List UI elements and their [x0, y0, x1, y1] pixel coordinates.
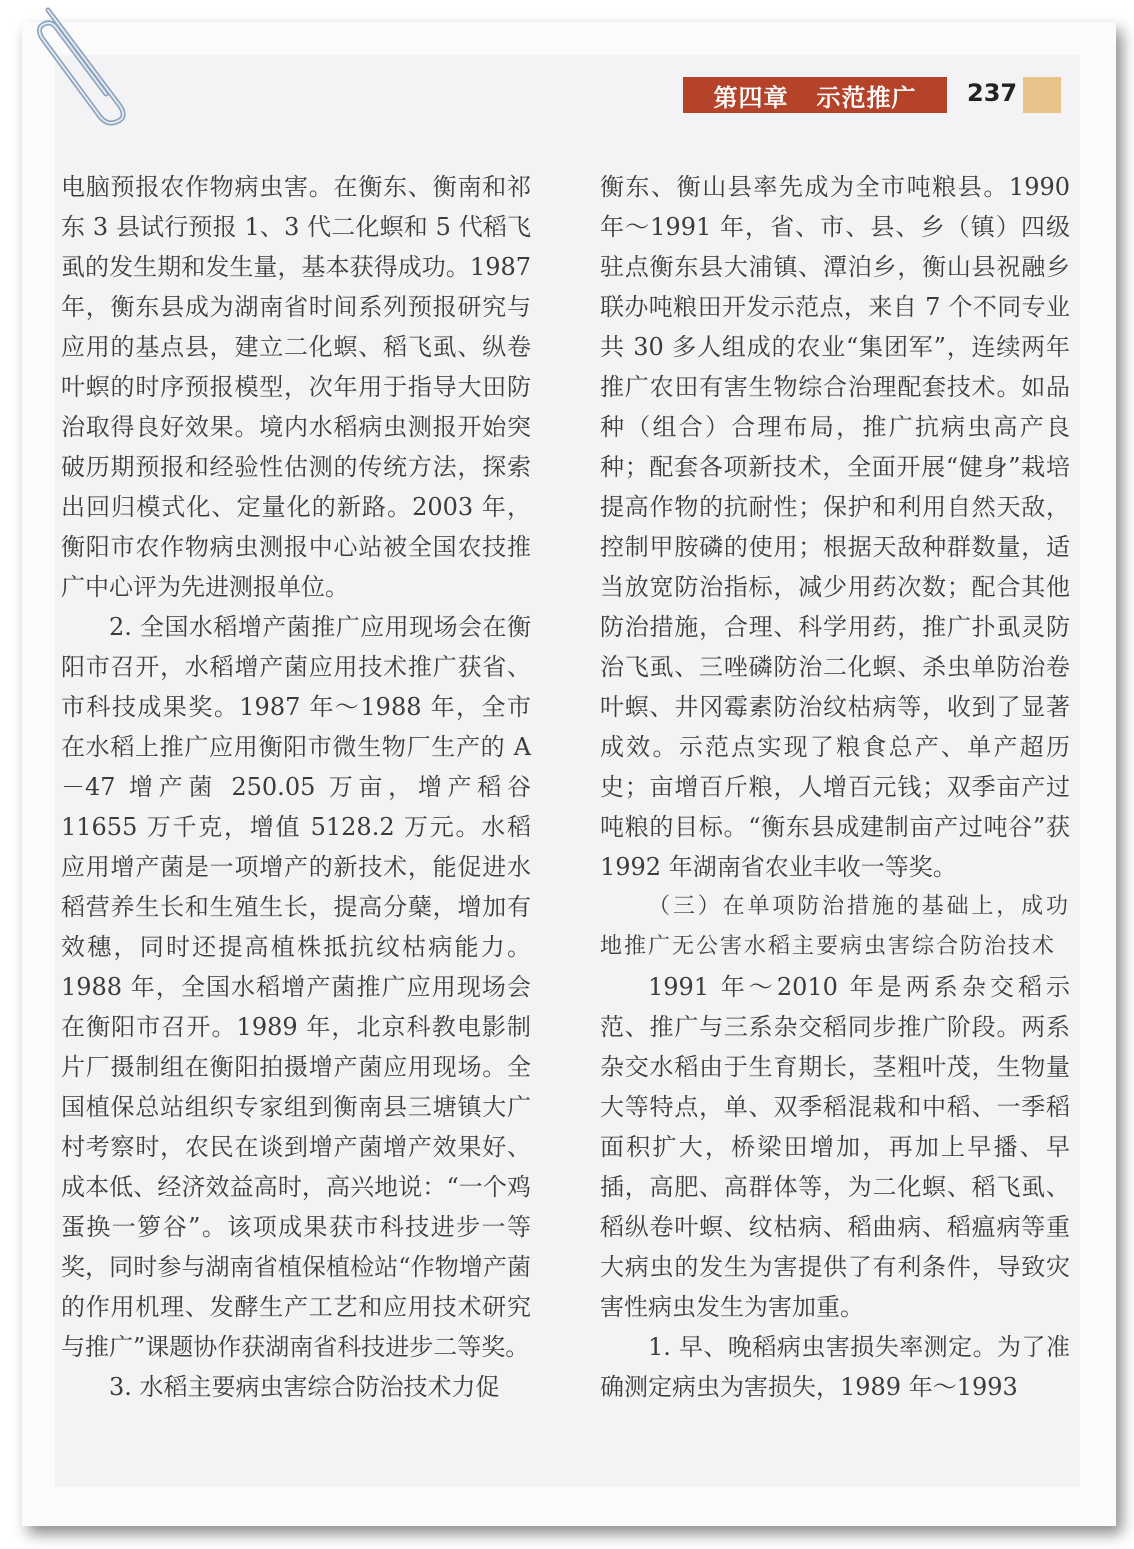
right-column [600, 167, 1070, 1407]
left-paragraph-2: 2. 全国水稻增产菌推广应用现场会在衡阳市召开，水稻增产菌应用技术推广获省、市科技成果奖。1987 年～1988 年，全市在水稻上推广应用衡阳市微生物厂生产的 A－47 增产菌 250.05 万亩，增产稻谷 11655 万千克，增值 5128.2 万元。水稻应用增产菌是一项增产的新技术，能促进水稻营养生长和生殖生长，提高分蘖，增加有效穗，同时还提高植株抵抗纹枯病能力。1988 年，全国水稻增产菌推广应用现场会在衡阳市召开。1989 年，北京科教电影制片厂摄制组在衡阳拍摄增产菌应用现场。全国植保总站组织专家组到衡南县三塘镇大广村考察时，农民在谈到增产菌增产效果好、成本低、经济效益高时，高兴地说：“一个鸡蛋换一箩谷”。该项成果获市科技进步一等奖，同时参与湖南省植保植检站“作物增产菌的作用机理、发酵生产工艺和应用技术研究与推广”课题协作获湖南省科技进步二等奖。 [61, 613, 531, 1361]
right-paragraph-3: 1. 早、晚稻病虫害损失率测定。为了准确测定病虫为害损失，1989 年～1993 [600, 1333, 1070, 1401]
chapter-title: 示范推广 [816, 83, 917, 112]
section-heading: （三）在单项防治措施的基础上，成功地推广无公害水稻主要病虫害综合防治技术 [600, 894, 1070, 959]
right-paragraph-2: 1991 年～2010 年是两系杂交稻示范、推广与三系杂交稻同步推广阶段。两系杂交水稻由于生育期长，茎粗叶茂，生物量大等特点，单、双季稻混栽和中稻、一季稻面积扩大，桥梁田增加，再加上早播、早插，高肥、高群体等，为二化螟、稻飞虱、稻纵卷叶螟、纹枯病、稻曲病、稻瘟病等重大病虫的发生为害提供了有利条件，导致灾害性病虫发生为害加重。 [600, 973, 1070, 1321]
right-paragraph-1: 衡东、衡山县率先成为全市吨粮县。1990 年～1991 年，省、市、县、乡（镇）四级驻点衡东县大浦镇、潭泊乡，衡山县祝融乡联办吨粮田开发示范点，来自 7 个不同专业共 30 多人组成的农业“集团军”，连续两年推广农田有害生物综合治理配套技术。如品种（组合）合理布局，推广抗病虫高产良种；配套各项新技术，全面开展“健身”栽培提高作物的抗耐性；保护和利用自然天敌，控制甲胺磷的使用；根据天敌种群数量，适当放宽防治指标，减少用药次数；配合其他防治措施，合理、科学用药，推广扑虱灵防治飞虱、三唑磷防治二化螟、杀虫单防治卷叶螟、井冈霉素防治纹枯病等，收到了显著成效。示范点实现了粮食总产、单产超历史；亩增百斤粮，人增百元钱；双季亩产过吨粮的目标。“衡东县成建制亩产过吨谷”获 1992 年湖南省农业丰收一等奖。 [600, 173, 1070, 881]
chapter-number: 第四章 [713, 83, 789, 112]
page-number: 237 [967, 79, 1018, 107]
page-edge-tab [1023, 77, 1061, 113]
left-paragraph-1: 电脑预报农作物病虫害。在衡东、衡南和祁东 3 县试行预报 1、3 代二化螟和 5 代稻飞虱的发生期和发生量，基本获得成功。1987 年，衡东县成为湖南省时间系列预报研究与应用的基点县，建立二化螟、稻飞虱、纵卷叶螟的时序预报模型，次年用于指导大田防治取得良好效果。境内水稻病虫测报开始突破历期预报和经验性估测的传统方法，探索出回归模式化、定量化的新路。2003 年，衡阳市农作物病虫测报中心站被全国农技推广中心评为先进测报单位。 [61, 173, 531, 601]
left-column [61, 167, 531, 1407]
chapter-header-band [683, 77, 947, 113]
book-page [55, 55, 1080, 1487]
left-paragraph-3: 3. 水稻主要病虫害综合防治技术力促 [109, 1373, 500, 1401]
paperclip-icon [28, 2, 138, 132]
